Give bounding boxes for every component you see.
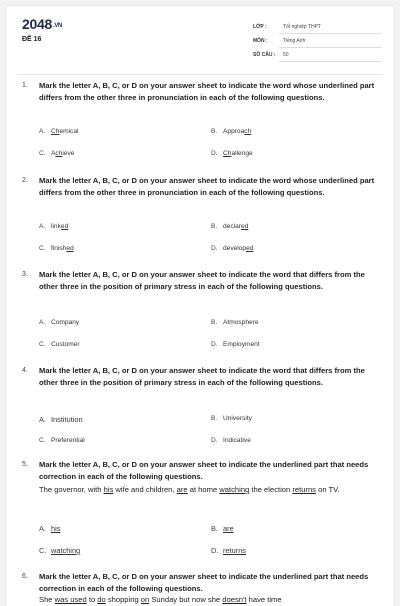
option-text: Preferential <box>51 437 85 444</box>
meta-underline <box>279 47 381 48</box>
sentence-part: shopping <box>105 595 141 604</box>
exam-header <box>6 6 394 68</box>
question-number: 4. <box>22 367 28 374</box>
option-b[interactable] <box>211 223 248 230</box>
option-letter: C. <box>39 546 47 555</box>
option-letter: C. <box>39 245 46 252</box>
logo-suffix: .VN <box>52 23 63 29</box>
option-text: develop <box>223 245 247 252</box>
question-sentence <box>39 484 384 495</box>
option-underlined: ch <box>244 128 252 135</box>
option-a[interactable] <box>39 223 68 230</box>
sentence-part: at home <box>187 485 220 494</box>
sentence-underlined-part: are <box>176 485 188 494</box>
option-a[interactable] <box>39 319 79 326</box>
sentence-part: the election <box>249 485 293 494</box>
option-text: University <box>223 415 252 422</box>
option-underlined: ch <box>55 150 63 157</box>
question-prompt: Mark the letter A, B, C, or D on your answer sheet to indicate the word whose underlined part differs from the other three in pronunciation in each of the following questions. <box>39 176 375 197</box>
option-letter: B. <box>211 415 218 422</box>
exam-code: ĐỀ 16 <box>22 36 42 43</box>
option-letter: C. <box>39 437 46 444</box>
option-letter: A. <box>39 524 46 533</box>
sentence-part: to <box>86 595 98 604</box>
option-text: Company <box>51 319 80 326</box>
option-underlined: returns <box>223 546 247 555</box>
option-underlined: ed <box>246 245 254 252</box>
exam-page <box>6 6 394 606</box>
option-a[interactable] <box>39 524 60 533</box>
sentence-underlined-part: watching <box>219 485 250 494</box>
option-b[interactable] <box>211 319 259 326</box>
option-letter: C. <box>39 341 46 348</box>
sentence-underlined-part: do <box>97 595 106 604</box>
option-text: ieve <box>62 150 75 157</box>
option-letter: D. <box>211 341 218 348</box>
meta-key: SỐ CÂU : <box>253 52 276 58</box>
sentence-part: The governor, with <box>39 485 104 494</box>
sentence-part: She <box>39 595 55 604</box>
option-d[interactable] <box>211 341 260 348</box>
option-letter: D. <box>211 437 218 444</box>
option-text: Approa <box>223 128 245 135</box>
option-d[interactable] <box>211 546 246 555</box>
question-prompt: Mark the letter A, B, C, or D on your answer sheet to indicate the underlined part that needs correction in each of the following questions. <box>39 460 369 481</box>
question-prompt: Mark the letter A, B, C, or D on your answer sheet to indicate the word that differs from the other three in the position of primary stress in each of the following questions. <box>39 270 365 291</box>
logo-text: 2048 <box>22 16 52 32</box>
sentence-part: wife and children, <box>113 485 177 494</box>
option-c[interactable] <box>39 150 74 157</box>
option-c[interactable] <box>39 245 74 252</box>
option-letter: D. <box>211 245 218 252</box>
sentence-underlined-part: was used <box>54 595 87 604</box>
option-b[interactable] <box>211 524 234 533</box>
sentence-part: Sunday but now she <box>149 595 223 604</box>
option-underlined: his <box>51 524 61 533</box>
option-letter: A. <box>39 415 46 424</box>
question-number: 2. <box>22 177 28 184</box>
option-text: Indicative <box>223 437 251 444</box>
meta-subject-row <box>253 36 381 48</box>
option-letter: A. <box>39 223 46 230</box>
option-d[interactable] <box>211 245 253 252</box>
question-number: 6. <box>22 573 28 580</box>
option-text: A <box>51 150 56 157</box>
option-underlined: are <box>223 524 234 533</box>
meta-class-row <box>253 22 381 34</box>
question-number: 3. <box>22 271 28 278</box>
option-b[interactable] <box>211 415 252 422</box>
option-d[interactable] <box>211 437 251 444</box>
option-d[interactable] <box>211 150 253 157</box>
meta-value: 50 <box>283 52 289 58</box>
question-number: 5. <box>22 461 28 468</box>
question-prompt: Mark the letter A, B, C, or D on your answer sheet to indicate the word whose underlined part differs from the other three in pronunciation in each of the following questions. <box>39 81 375 102</box>
option-underlined: ed <box>240 223 249 230</box>
meta-key: LỚP : <box>253 24 267 30</box>
sentence-underlined-part: returns <box>292 485 316 494</box>
option-letter: B. <box>211 223 218 230</box>
meta-key: MÔN : <box>253 38 268 44</box>
option-text: declar <box>223 223 241 230</box>
option-b[interactable] <box>211 128 251 135</box>
header-divider <box>18 74 382 75</box>
option-a[interactable] <box>39 415 83 424</box>
option-letter: D. <box>211 150 218 157</box>
sentence-underlined-part: his <box>103 485 114 494</box>
option-letter: B. <box>211 128 218 135</box>
option-c[interactable] <box>39 437 85 444</box>
question-prompt: Mark the letter A, B, C, or D on your answer sheet to indicate the underlined part that needs correction in each of the following questions. <box>39 572 369 593</box>
question-number: 1. <box>22 82 28 89</box>
option-underlined: ed <box>66 245 74 252</box>
option-c[interactable] <box>39 546 80 555</box>
option-a[interactable] <box>39 128 79 135</box>
meta-underline <box>279 33 381 34</box>
meta-value: Tiếng Anh <box>283 38 306 44</box>
option-letter: D. <box>211 546 219 555</box>
option-letter: A. <box>39 128 46 135</box>
option-text: finish <box>51 245 67 252</box>
question-prompt: Mark the letter A, B, C, or D on your answer sheet to indicate the word that differs from the other three in the position of primary stress in each of the following questions. <box>39 366 365 387</box>
option-text: link <box>51 223 61 230</box>
sentence-part: on TV. <box>315 485 340 494</box>
option-letter: A. <box>39 319 46 326</box>
meta-underline <box>279 61 381 62</box>
sentence-part: have time <box>246 595 282 604</box>
option-text: Employment <box>223 341 260 348</box>
option-letter: B. <box>211 524 218 533</box>
option-underlined: Ch <box>223 150 232 157</box>
option-letter: C. <box>39 150 46 157</box>
option-text: Institution <box>51 415 83 424</box>
option-c[interactable] <box>39 341 80 348</box>
meta-count-row <box>253 50 381 62</box>
meta-value: Tốt nghiệp THPT <box>283 24 321 30</box>
option-underlined: Ch <box>51 128 60 135</box>
option-text: allenge <box>231 150 253 157</box>
site-logo[interactable] <box>22 16 62 32</box>
option-underlined: ed <box>60 223 69 230</box>
sentence-underlined-part: on <box>140 595 150 604</box>
option-text: Atmosphere <box>223 319 259 326</box>
option-letter: B. <box>211 319 218 326</box>
sentence-underlined-part: doesn't <box>222 595 247 604</box>
option-text: emical <box>59 128 79 135</box>
option-underlined: watching <box>51 546 81 555</box>
option-text: Customer <box>51 341 80 348</box>
